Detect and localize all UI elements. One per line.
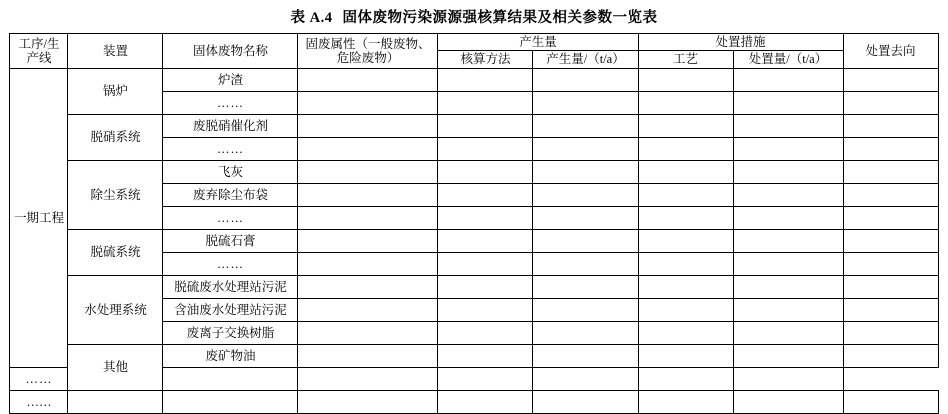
cell-process	[638, 160, 733, 183]
cell-device: 锅炉	[68, 68, 163, 114]
cell-destination	[843, 252, 938, 275]
cell-disposal-amount	[733, 137, 843, 160]
cell-waste-property	[163, 367, 298, 390]
cell-waste-name: 脱硫石膏	[163, 229, 298, 252]
cell-waste-name: 废离子交换树脂	[163, 321, 298, 344]
cell-waste-name: ……	[163, 137, 298, 160]
cell-accounting-method	[438, 68, 533, 91]
cell-generation-amount	[533, 229, 638, 252]
table-row	[10, 114, 938, 137]
cell-process	[638, 344, 733, 367]
cell-process	[638, 137, 733, 160]
cell-accounting-method	[438, 114, 533, 137]
table-title: 固体废物污染源源强核算结果及相关参数一览表	[342, 10, 658, 26]
cell-disposal-amount	[733, 252, 843, 275]
cell-generation-amount	[533, 390, 638, 413]
cell-process	[638, 390, 733, 413]
cell-accounting-method	[438, 160, 533, 183]
cell-destination	[843, 183, 938, 206]
cell-waste-property	[298, 114, 438, 137]
cell-destination	[843, 275, 938, 298]
cell-waste-property	[298, 275, 438, 298]
table-caption	[0, 0, 948, 33]
cell-waste-property	[298, 206, 438, 229]
cell-device: 除尘系统	[68, 160, 163, 229]
cell-device: 其他	[68, 344, 163, 390]
cell-waste-name: 废弃除尘布袋	[163, 183, 298, 206]
cell-accounting-method	[438, 298, 533, 321]
cell-destination	[843, 160, 938, 183]
cell-disposal-amount	[733, 183, 843, 206]
cell-waste-name: ……	[163, 206, 298, 229]
table-row	[10, 390, 938, 413]
cell-destination	[843, 298, 938, 321]
table-row	[10, 229, 938, 252]
cell-waste-property	[298, 344, 438, 367]
cell-waste-property	[298, 68, 438, 91]
cell-waste-name: ……	[163, 252, 298, 275]
cell-waste-name: 含油废水处理站污泥	[163, 298, 298, 321]
cell-waste-property	[298, 390, 438, 413]
cell-process	[638, 114, 733, 137]
cell-process-line: 一期工程	[10, 68, 68, 367]
cell-accounting-method	[438, 229, 533, 252]
cell-process	[638, 275, 733, 298]
cell-accounting-method	[438, 252, 533, 275]
cell-accounting-method	[298, 367, 438, 390]
cell-waste-name: 废矿物油	[163, 344, 298, 367]
cell-process	[638, 229, 733, 252]
cell-disposal-amount	[733, 390, 843, 413]
table-number: 表 A.4	[290, 10, 333, 26]
header-waste-name: 固体废物名称	[163, 34, 298, 69]
cell-process	[638, 298, 733, 321]
cell-generation-amount	[533, 114, 638, 137]
cell-waste-property	[298, 229, 438, 252]
cell-destination	[843, 390, 938, 413]
cell-waste-name: 脱硫废水处理站污泥	[163, 275, 298, 298]
cell-destination	[733, 367, 843, 390]
cell-waste-name	[163, 390, 298, 413]
header-disposal-amount: 处置量/（t/a）	[733, 51, 843, 68]
cell-disposal-amount	[733, 160, 843, 183]
cell-destination	[843, 91, 938, 114]
cell-process-line: ……	[10, 390, 68, 413]
cell-accounting-method	[438, 344, 533, 367]
table-header	[10, 34, 938, 69]
cell-accounting-method	[438, 206, 533, 229]
cell-generation-amount	[533, 298, 638, 321]
cell-process	[533, 367, 638, 390]
cell-accounting-method	[438, 183, 533, 206]
cell-disposal-amount	[638, 367, 733, 390]
cell-waste-name: ……	[10, 367, 68, 390]
cell-process	[638, 252, 733, 275]
cell-destination	[843, 206, 938, 229]
cell-waste-name: 废脱硝催化剂	[163, 114, 298, 137]
table-row	[10, 68, 938, 91]
cell-process	[638, 321, 733, 344]
header-waste-property: 固废属性（一般废物、危险废物）	[298, 34, 438, 69]
cell-destination	[843, 68, 938, 91]
cell-accounting-method	[438, 275, 533, 298]
cell-disposal-amount	[733, 229, 843, 252]
cell-waste-property	[298, 252, 438, 275]
cell-destination	[843, 344, 938, 367]
solid-waste-source-table	[9, 33, 938, 414]
cell-process	[638, 206, 733, 229]
cell-disposal-amount	[733, 68, 843, 91]
table-row	[10, 344, 938, 367]
cell-waste-property	[298, 160, 438, 183]
cell-accounting-method	[438, 390, 533, 413]
cell-generation-amount	[533, 275, 638, 298]
cell-disposal-amount	[733, 321, 843, 344]
cell-device	[68, 390, 163, 413]
cell-generation-amount	[533, 160, 638, 183]
cell-process	[638, 183, 733, 206]
header-destination: 处置去向	[843, 34, 938, 69]
cell-disposal-amount	[733, 91, 843, 114]
table-row	[10, 275, 938, 298]
cell-generation-amount	[533, 252, 638, 275]
header-row-1	[10, 34, 938, 51]
cell-device: 水处理系统	[68, 275, 163, 344]
header-group-disposal: 处置措施	[638, 34, 843, 51]
cell-generation-amount	[533, 68, 638, 91]
header-device: 装置	[68, 34, 163, 69]
header-group-generation: 产生量	[438, 34, 638, 51]
cell-waste-name: 飞灰	[163, 160, 298, 183]
cell-disposal-amount	[733, 114, 843, 137]
cell-waste-property	[298, 298, 438, 321]
header-generation-amount: 产生量/（t/a）	[533, 51, 638, 68]
cell-disposal-amount	[733, 275, 843, 298]
cell-waste-name: 炉渣	[163, 68, 298, 91]
cell-waste-property	[298, 137, 438, 160]
cell-generation-amount	[438, 367, 533, 390]
cell-disposal-amount	[733, 344, 843, 367]
cell-generation-amount	[533, 206, 638, 229]
header-process-line: 工序/生产线	[10, 34, 68, 69]
cell-process	[638, 68, 733, 91]
cell-destination	[843, 137, 938, 160]
cell-destination	[843, 229, 938, 252]
header-accounting-method: 核算方法	[438, 51, 533, 68]
cell-generation-amount	[533, 137, 638, 160]
cell-accounting-method	[438, 137, 533, 160]
table-body	[10, 68, 938, 413]
cell-device: 脱硝系统	[68, 114, 163, 160]
cell-device: 脱硫系统	[68, 229, 163, 275]
cell-generation-amount	[533, 321, 638, 344]
cell-destination	[843, 321, 938, 344]
cell-generation-amount	[533, 183, 638, 206]
cell-accounting-method	[438, 321, 533, 344]
cell-destination	[843, 114, 938, 137]
cell-accounting-method	[438, 91, 533, 114]
cell-generation-amount	[533, 344, 638, 367]
header-process: 工艺	[638, 51, 733, 68]
cell-waste-property	[298, 183, 438, 206]
cell-waste-name: ……	[163, 91, 298, 114]
cell-waste-property	[298, 91, 438, 114]
cell-waste-property	[298, 321, 438, 344]
cell-disposal-amount	[733, 298, 843, 321]
table-row	[10, 160, 938, 183]
cell-process	[638, 91, 733, 114]
cell-disposal-amount	[733, 206, 843, 229]
cell-generation-amount	[533, 91, 638, 114]
